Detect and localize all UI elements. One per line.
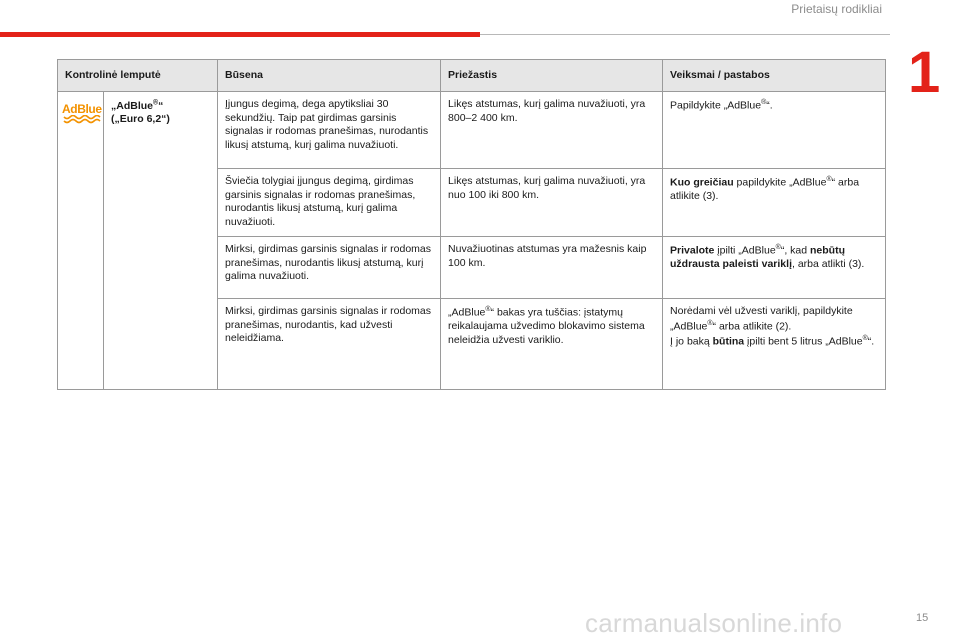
table-header-row (58, 60, 886, 92)
status-cell: Mirksi, girdimas garsinis signalas ir rodomas pranešimas, nurodantis likusį atstumą, kurį galima nuvažiuoti. (218, 237, 441, 299)
column-header-actions: Veiksmai / pastabos (663, 60, 886, 92)
cause-cell: Likęs atstumas, kurį galima nuvažiuoti, yra 800–2 400 km. (441, 92, 663, 169)
status-cell: Šviečia tolygiai įjungus degimą, girdimas garsinis signalas ir rodomas pranešimas, nurodantis likusį atstumą, kurį galima nuvažiuoti. (218, 169, 441, 237)
action-cell: Papildykite „AdBlue®“. (663, 92, 886, 169)
status-cell: Mirksi, girdimas garsinis signalas ir rodomas pranešimas, nurodantis, kad užvesti neleidžiama. (218, 299, 441, 390)
action-cell: Kuo greičiau papildykite „AdBlue®“ arba atlikite (3). (663, 169, 886, 237)
indicator-subname: („Euro 6,2“) (111, 113, 170, 126)
adblue-icon-label: AdBlue (62, 102, 102, 116)
table-row (58, 92, 886, 169)
adblue-warning-icon (62, 102, 102, 124)
indicator-name: „AdBlue®“ (111, 99, 164, 112)
section-title: Prietaisų rodikliai (791, 2, 882, 16)
page-number: 15 (916, 612, 929, 624)
action-cell: Norėdami vėl užvesti variklį, papildykite „AdBlue®“ arba atlikite (2). Į jo baką būtina įpilti bent 5 litrus „AdBlue®“. (663, 299, 886, 390)
chapter-number: 1 (908, 40, 941, 105)
column-header-cause: Priežastis (441, 60, 663, 92)
cause-cell: „AdBlue®“ bakas yra tuščias: įstatymų reikalaujama užvedimo blokavimo sistema neleidžia užvesti variklio. (441, 299, 663, 390)
header-rule (480, 34, 890, 35)
cause-cell: Nuvažiuotinas atstumas yra mažesnis kaip 100 km. (441, 237, 663, 299)
indicator-name-cell (104, 92, 218, 390)
indicator-icon-cell (58, 92, 104, 390)
header-accent-bar (0, 32, 480, 37)
column-header-indicator: Kontrolinė lemputė (58, 60, 218, 92)
status-cell: Įjungus degimą, dega apytiksliai 30 sekundžių. Taip pat girdimas garsinis signalas ir rodomas pranešimas, nurodantis likusį atstumą, kurį galima nuvažiuoti. (218, 92, 441, 169)
action-cell: Privalote įpilti „AdBlue®“, kad nebūtų uždrausta paleisti variklį, arba atlikti (3). (663, 237, 886, 299)
watermark: carmanualsonline.info (585, 608, 843, 638)
cause-cell: Likęs atstumas, kurį galima nuvažiuoti, yra nuo 100 iki 800 km. (441, 169, 663, 237)
column-header-status: Būsena (218, 60, 441, 92)
warning-light-table (57, 59, 886, 390)
